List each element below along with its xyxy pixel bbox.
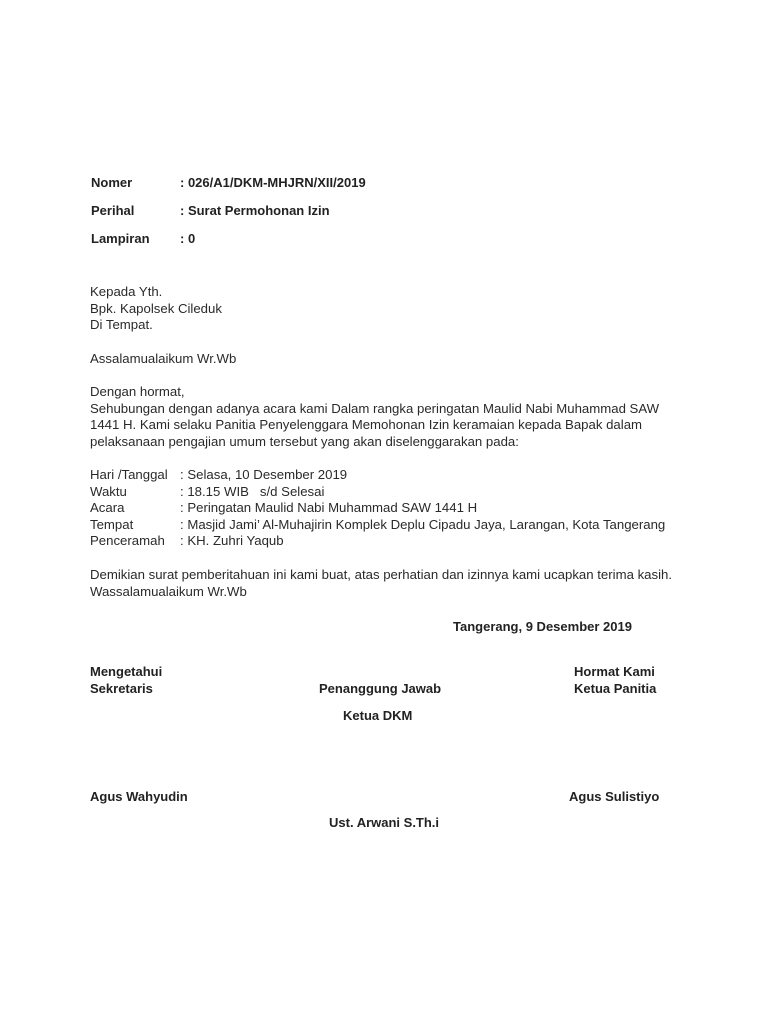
detail-value: : Selasa, 10 Desember 2019 <box>180 467 348 482</box>
detail-value: : Masjid Jami’ Al-Muhajirin Komplek Deplu Cipadu Jaya, Larangan, Kota Tangerang <box>180 516 666 532</box>
closing-line: Wassalamualaikum Wr.Wb <box>90 583 247 599</box>
detail-value: : KH. Zuhri Yaqub <box>180 533 284 549</box>
right-signatory-title: Hormat Kami <box>574 664 655 679</box>
opening-line: Dengan hormat, <box>90 384 185 399</box>
recipient-address <box>90 284 690 334</box>
detail-value: : Peringatan Maulid Nabi Muhammad SAW 1441 H <box>180 500 478 516</box>
lampiran-label: Lampiran <box>91 231 150 246</box>
closing-line: Demikian surat pemberitahuan ini kami buat, atas perhatian dan izinnya kami ucapkan terima kasih. <box>90 567 673 582</box>
nomer-value: : 026/A1/DKM-MHJRN/XII/2019 <box>180 175 366 190</box>
detail-value: : 18.15 WIB s/d Selesai <box>180 483 325 499</box>
center-signatory-title: Penanggung Jawab <box>319 681 442 696</box>
address-line: Kepada Yth. <box>90 284 163 299</box>
address-line: Bpk. Kapolsek Cileduk <box>90 300 222 316</box>
opening-line: pelaksanaan pengajian umum tersebut yang akan diselenggarakan pada: <box>90 433 519 449</box>
perihal-value: : Surat Permohonan Izin <box>180 203 330 218</box>
nomer-label: Nomer <box>91 175 133 190</box>
perihal-label: Perihal <box>91 203 135 218</box>
lampiran-value: : 0 <box>180 231 196 246</box>
detail-label: Acara <box>90 500 125 516</box>
center-signatory-name: Ust. Arwani S.Th.i <box>329 815 440 830</box>
place-date: Tangerang, 9 Desember 2019 <box>453 619 632 634</box>
greeting-text: Assalamualaikum Wr.Wb <box>90 351 237 366</box>
greeting <box>90 351 690 368</box>
address-line: Di Tempat. <box>90 317 153 333</box>
closing-paragraph <box>90 567 690 600</box>
left-signatory-title: Mengetahui <box>90 664 163 679</box>
opening-paragraph <box>90 384 690 450</box>
opening-line: Sehubungan dengan adanya acara kami Dalam rangka peringatan Maulid Nabi Muhammad SAW <box>90 400 660 416</box>
opening-line: 1441 H. Kami selaku Panitia Penyelenggara Memohonan Izin keramaian kepada Bapak dalam <box>90 417 643 433</box>
detail-label: Penceramah <box>90 533 165 549</box>
center-signatory-role: Ketua DKM <box>343 708 413 723</box>
left-signatory-role: Sekretaris <box>90 681 153 696</box>
detail-label: Hari /Tanggal <box>90 467 168 482</box>
detail-label: Tempat <box>90 516 134 532</box>
detail-label: Waktu <box>90 483 127 499</box>
right-signatory-name: Agus Sulistiyo <box>569 789 660 804</box>
left-signatory-name: Agus Wahyudin <box>90 789 188 804</box>
right-signatory-role: Ketua Panitia <box>574 681 657 696</box>
